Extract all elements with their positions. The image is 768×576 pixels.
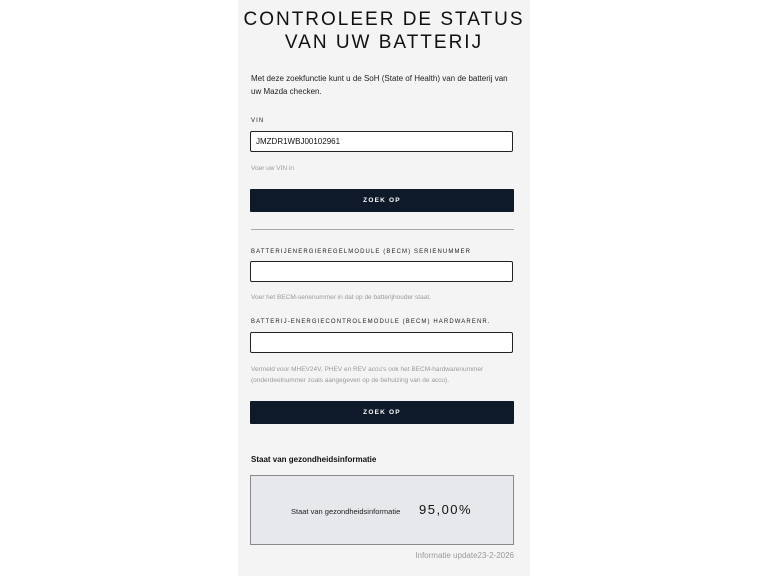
section-divider	[251, 229, 514, 230]
health-result-box	[250, 475, 514, 545]
update-date-text: Informatie update23-2-2026	[415, 551, 514, 560]
page-title	[238, 8, 530, 54]
becm-serial-hint: Voer het BECM-serienummer in dat op de batterijhouder staat.	[251, 294, 431, 301]
intro-text: Met deze zoekfunctie kunt u de SoH (State of Health) van de batterij van uw Mazda checken.	[251, 74, 508, 96]
page-title-line-1: CONTROLEER DE STATUS	[243, 9, 525, 30]
battery-status-panel	[238, 0, 530, 576]
health-result-value: 95,00%	[419, 502, 473, 517]
becm-hardware-input[interactable]	[250, 332, 513, 353]
becm-hardware-hint: Vermeld voor MHEV24V, PHEV en REV accu's ook het BECM-hardwarenummer (onderdeelnummer zoals aangegeven op de behuizing van de accu).	[251, 366, 484, 384]
becm-serial-input[interactable]	[250, 261, 513, 282]
becm-serial-label: BATTERIJENERGIEREGELMODULE (BECM) SERIENUMMER	[251, 249, 472, 255]
vin-label: VIN	[251, 118, 265, 124]
becm-hardware-label: BATTERIJ-ENERGIECONTROLEMODULE (BECM) HARDWARENR.	[251, 319, 491, 325]
health-info-heading: Staat van gezondheidsinformatie	[251, 455, 377, 464]
page-title-line-2: VAN UW BATTERIJ	[284, 32, 484, 53]
becm-search-button[interactable]: ZOEK OP	[250, 401, 514, 424]
vin-search-button[interactable]: ZOEK OP	[250, 189, 514, 212]
vin-hint: Voer uw VIN in	[251, 165, 294, 172]
health-result-label: Staat van gezondheidsinformatie	[291, 507, 401, 516]
vin-input[interactable]	[250, 131, 513, 152]
